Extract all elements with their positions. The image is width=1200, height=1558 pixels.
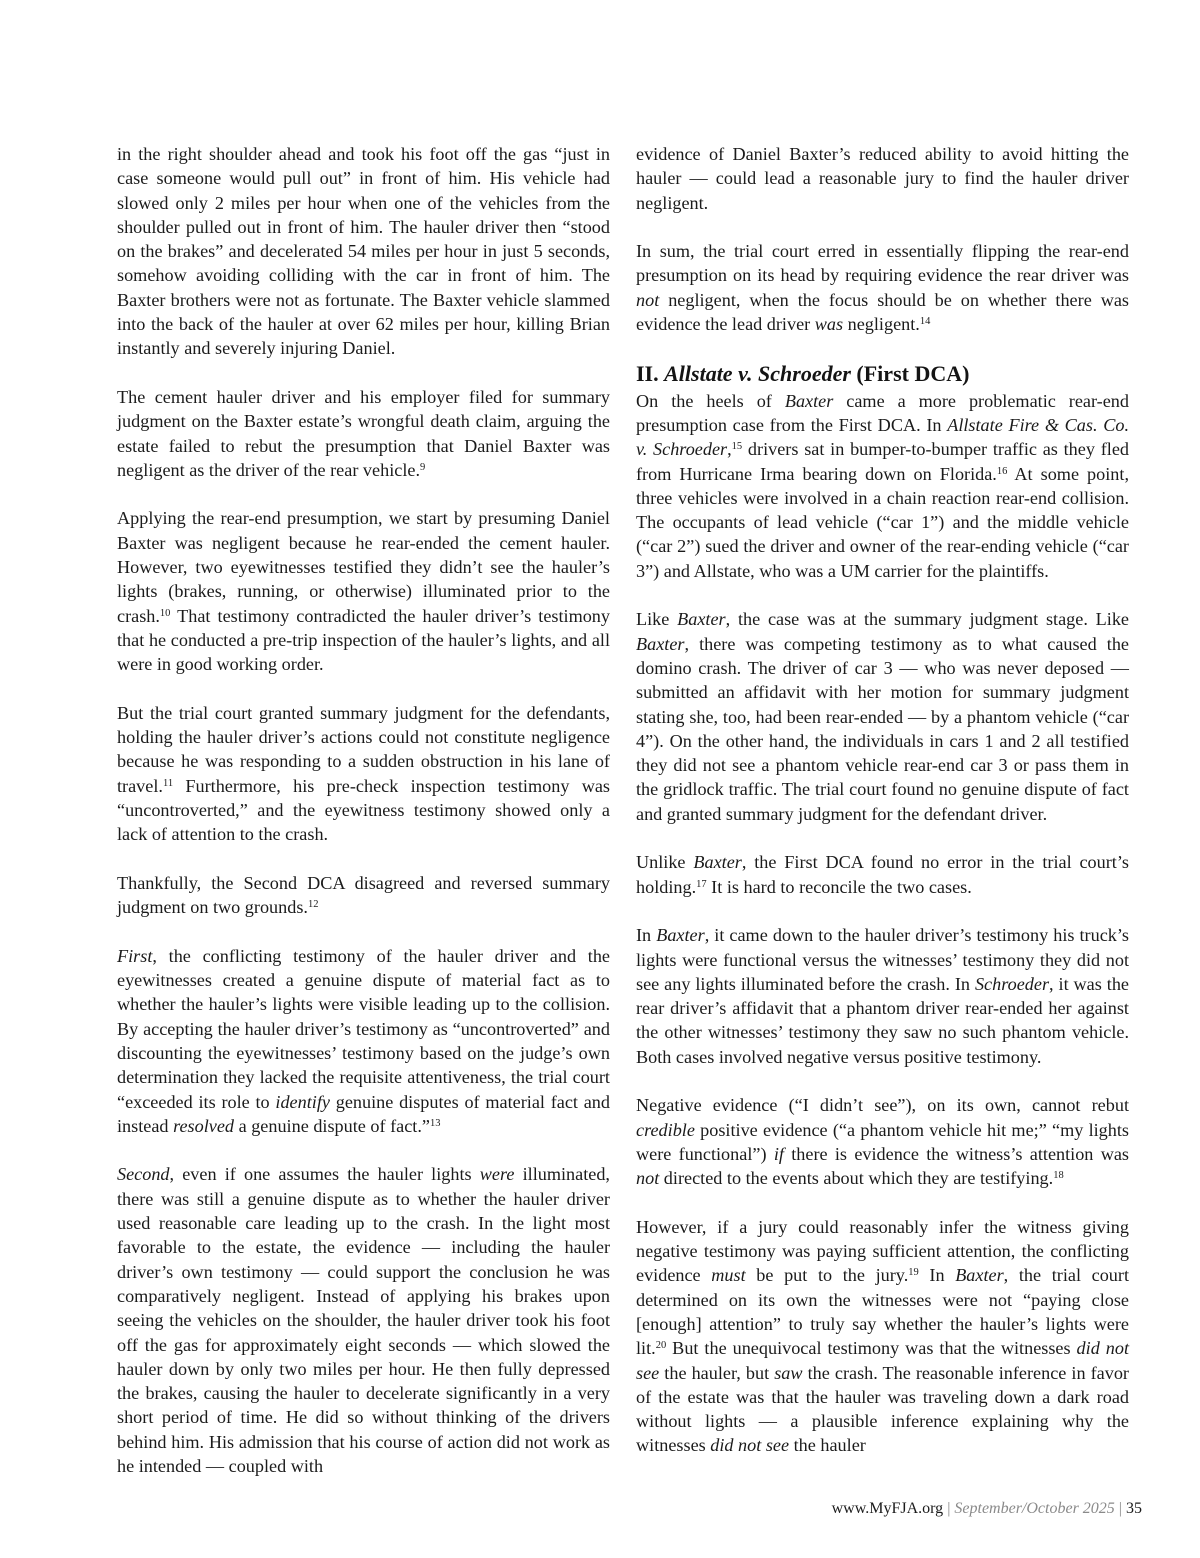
right-column bbox=[636, 142, 1129, 1458]
paragraph: Applying the rear-end presumption, we start by presuming Daniel Baxter was negligent because he rear-ended the cement hauler. However, two eyewitnesses testified they didn’t see the hauler’s lights (brakes, running, or otherwise) illuminated prior to the crash.$^{10}$ That testimony contradicted the hauler driver’s testimony that he conducted a pre-trip inspection of the hauler’s lights, and all were in good working order. bbox=[117, 508, 610, 675]
paragraph: evidence of Daniel Baxter’s reduced ability to avoid hitting the hauler — could lead a reasonable jury to find the hauler driver negligent. bbox=[636, 144, 1129, 213]
footnote-ref: 19 bbox=[908, 1267, 919, 1279]
footnote-ref: 9 bbox=[420, 461, 426, 473]
paragraph: On the heels of Baxter came a more problematic rear-end presumption case from the First DCA. In Allstate Fire & Cas. Co. v. Schroeder,$^{15}$ drivers sat in bumper-to-bumper traffic as they fled from Hurricane Irma bearing down on Florida.$^{16}$ At some point, three vehicles were involved in a chain reaction rear-end collision. The occupants of lead vehicle (“car 1”) and the middle vehicle (“car 2”) sued the driver and owner of the rear-ending vehicle (“car 3”) and Allstate, who was a UM carrier for the plaintiffs. bbox=[636, 390, 1129, 581]
footnote-ref: 10 bbox=[159, 607, 171, 619]
footer-separator: | bbox=[1114, 1500, 1126, 1517]
footnote-ref: 13 bbox=[429, 1117, 441, 1129]
paragraph: In Baxter, it came down to the hauler driver’s testimony his truck’s lights were functional versus the witnesses’ testimony they did not see any lights illuminated before the crash. In Schroeder, it was the rear driver’s affidavit that a phantom driver rear-ended her against the other witnesses’ testimony they saw no such phantom vehicle. Both cases involved negative versus positive testimony. bbox=[636, 925, 1130, 1067]
paragraph: However, if a jury could reasonably infer the witness giving negative testimony was paying sufficient attention, the conflicting evidence must be put to the jury.$^{19}$ In Baxter, the trial court determined on its own the witnesses were not “paying close [enough] attention” to truly say whether the hauler’s lights were lit.$^{20}$ But the unequivocal testimony was that the witnesses did not see the hauler, but saw the crash. The reasonable inference in favor of the estate was that the hauler was traveling down a dark road without lights — a plausible inference explaining why the witnesses did not see the hauler bbox=[636, 1216, 1130, 1456]
left-column bbox=[117, 142, 610, 1478]
page-number: 35 bbox=[1126, 1500, 1142, 1517]
paragraph: Unlike Baxter, the First DCA found no error in the trial court’s holding.$^{17}$ It is hard to reconcile the two cases. bbox=[636, 852, 1129, 897]
paragraph: Second, even if one assumes the hauler lights were illuminated, there was still a genuine dispute as to whether the hauler driver used reasonable care leading up to the crash. In the light most favorable to the estate, the evidence — including the hauler driver’s own testimony — could support the conclusion he was comparatively negligent. Instead of applying his brakes upon seeing the vehicles on the shoulder, the hauler driver took his foot off the gas for approximately eight seconds — which slowed the hauler down by only two miles per hour. He then fully depressed the brakes, causing the hauler to decelerate significantly in a very short period of time. He did so without thinking of the drivers behind him. His admission that his course of action did not work as he intended — coupled with bbox=[117, 1164, 610, 1477]
paragraph: in the right shoulder ahead and took his foot off the gas “just in case someone would pull out” in front of him. His vehicle had slowed only 2 miles per hour when one of the vehicles from the shoulder pulled out in front of him. The hauler driver then “stood on the brakes” and decelerated 54 miles per hour in just 5 seconds, somehow avoiding colliding with the car in front of him. The Baxter brothers were not as fortunate. The Baxter vehicle slammed into the back of the hauler at over 62 miles per hour, killing Brian instantly and severely injuring Daniel. bbox=[117, 144, 610, 359]
section-heading: II. Allstate v. Schroeder (First DCA) bbox=[636, 360, 970, 386]
issue-date: September/October 2025 bbox=[954, 1500, 1115, 1517]
page-footer bbox=[832, 1500, 1142, 1518]
footnote-ref: 11 bbox=[162, 777, 174, 789]
footnote-ref: 16 bbox=[996, 465, 1008, 477]
paragraph: Thankfully, the Second DCA disagreed and reversed summary judgment on two grounds.$^{12}$ bbox=[117, 872, 610, 918]
footnote-ref: 12 bbox=[307, 899, 319, 911]
paragraph: Like Baxter, the case was at the summary judgment stage. Like Baxter, there was competing testimony as to what caused the domino crash. The driver of car 3 — who was never deposed — submitted an affidavit with her motion for summary judgment stating she, too, had been rear-ended — by a phantom vehicle (“car 4”). On the other hand, the individuals in cars 1 and 2 all testified they did not see a phantom vehicle rear-end car 3 or pass them in the gridlock traffic. The trial court found no genuine dispute of fact and granted summary judgment for the defendant driver. bbox=[636, 609, 1129, 824]
footnote-ref: 18 bbox=[1053, 1170, 1064, 1182]
paragraph: In sum, the trial court erred in essentially flipping the rear-end presumption on its head by requiring evidence the rear driver was not negligent, when the focus should be on whether there was evidence the lead driver was negligent.$^{14}$ bbox=[636, 241, 1129, 335]
paragraph: Negative evidence (“I didn’t see”), on its own, cannot rebut credible positive evidence (“a phantom vehicle hit me;” “my lights were functional”) if there is evidence the witness’s attention was not directed to the events about which they are testifying.$^{18}$ bbox=[636, 1095, 1129, 1189]
paragraph: The cement hauler driver and his employer filed for summary judgment on the Baxter estate’s wrongful death claim, arguing the estate failed to rebut the presumption that Daniel Baxter was negligent as the driver of the rear vehicle.$^9$ bbox=[117, 386, 610, 480]
footnote-ref: 20 bbox=[655, 1340, 667, 1352]
paragraph: First, the conflicting testimony of the hauler driver and the eyewitnesses created a genuine dispute of material fact as to whether the hauler’s lights were visible leading up to the collision. By accepting the hauler driver’s testimony as “uncontroverted” and discounting the eyewitnesses’ testimony based on the judge’s own determination they lacked the requisite attentiveness, the trial court “exceeded its role to identify genuine disputes of material fact and instead resolved a genuine dispute of fact.”$^{13}$ bbox=[117, 945, 610, 1136]
footnote-ref: 15 bbox=[731, 441, 743, 453]
footnote-ref: 14 bbox=[919, 316, 931, 328]
website-link[interactable]: www.MyFJA.org bbox=[831, 1500, 944, 1517]
paragraph: But the trial court granted summary judgment for the defendants, holding the hauler driver’s actions could not constitute negligence because he was responding to a sudden obstruction in his lane of travel.$^{11}$ Furthermore, his pre-check inspection testimony was “uncontroverted,” and the eyewitness testimony showed only a lack of attention to the crash. bbox=[117, 702, 610, 845]
footnote-ref: 17 bbox=[696, 878, 707, 890]
footer-separator: | bbox=[943, 1500, 955, 1517]
